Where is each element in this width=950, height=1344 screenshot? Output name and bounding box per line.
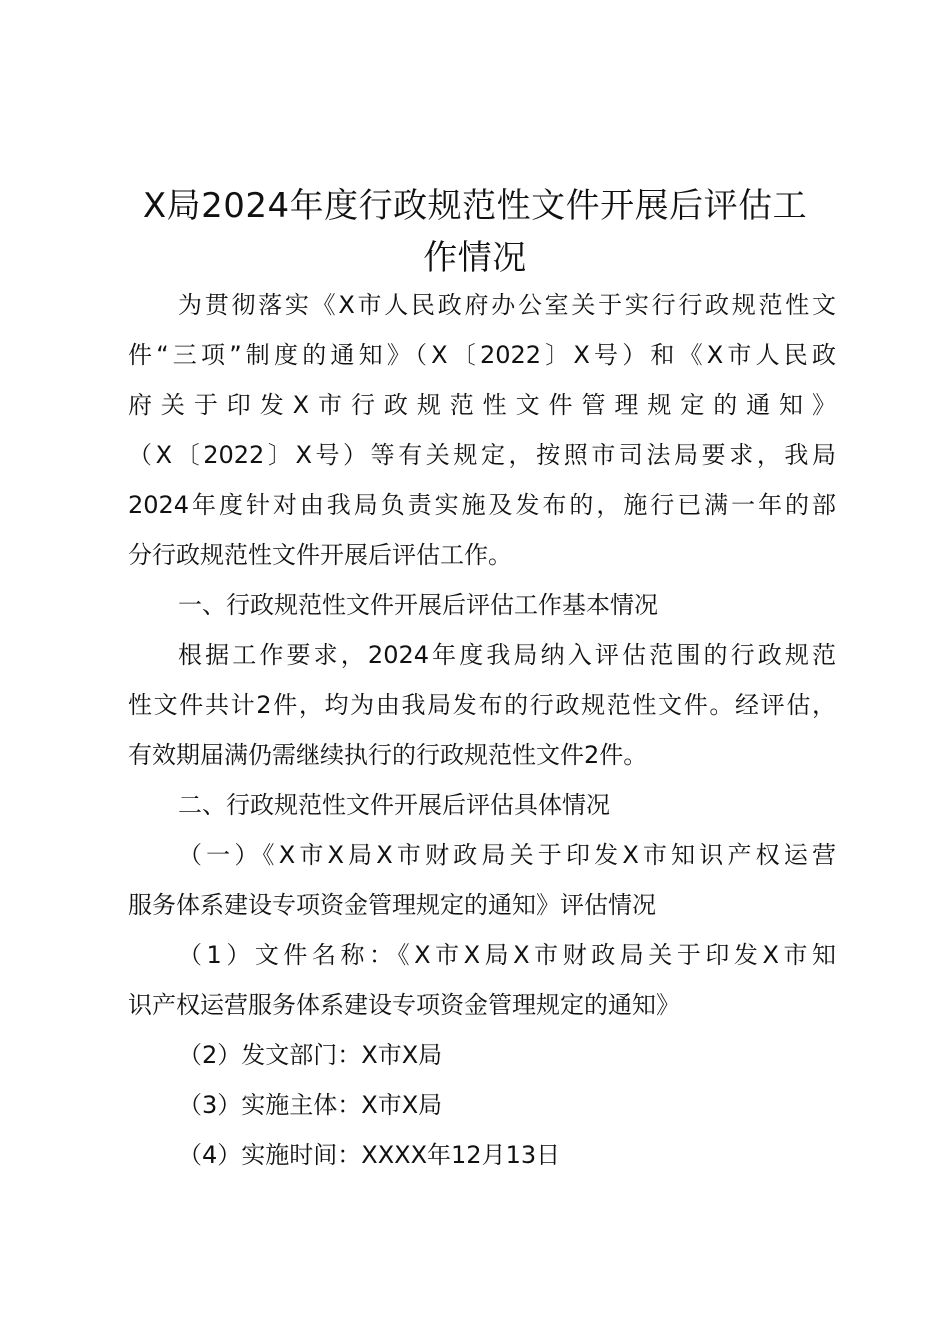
intro-line-5: 2024年度针对由我局负责实施及发布的，施行已满一年的部 — [128, 491, 836, 519]
intro-paragraph — [128, 280, 836, 580]
intro-line-3: 府关于印发X市行政规范性文件管理规定的通知》 — [128, 391, 836, 419]
item-2: （2）发文部门：X市X局 — [178, 1041, 443, 1069]
item-1-line-1: （1）文件名称：《X市X局X市财政局关于印发X市知 — [178, 941, 836, 969]
item-4: （4）实施时间：XXXX年12月13日 — [178, 1141, 561, 1169]
subsection-1-line-2: 服务体系建设专项资金管理规定的通知》评估情况 — [128, 891, 656, 919]
section-2-heading: 二、行政规范性文件开展后评估具体情况 — [178, 791, 610, 819]
item-1-line-2: 识产权运营服务体系建设专项资金管理规定的通知》 — [128, 991, 680, 1019]
section-1-line-2: 性文件共计2件，均为由我局发布的行政规范性文件。经评估， — [128, 691, 836, 719]
section-1 — [128, 580, 836, 780]
document-title — [110, 180, 840, 284]
section-1-line-1: 根据工作要求，2024年度我局纳入评估范围的行政规范 — [178, 641, 836, 669]
title-line-1: X局2024年度行政规范性文件开展后评估工 — [142, 186, 808, 226]
intro-line-1: 为贯彻落实《X市人民政府办公室关于实行行政规范性文 — [178, 291, 836, 319]
intro-line-2: 件“三项”制度的通知》（X〔2022〕X号）和《X市人民政 — [128, 341, 836, 369]
section-1-line-3: 有效期届满仍需继续执行的行政规范性文件2件。 — [128, 741, 648, 769]
title-line-2: 作情况 — [423, 238, 527, 278]
intro-line-6: 分行政规范性文件开展后评估工作。 — [128, 541, 512, 569]
intro-line-4: （X〔2022〕X号）等有关规定，按照市司法局要求，我局 — [128, 441, 836, 469]
item-3: （3）实施主体：X市X局 — [178, 1091, 443, 1119]
section-1-heading: 一、行政规范性文件开展后评估工作基本情况 — [178, 591, 658, 619]
section-2 — [128, 780, 836, 1180]
subsection-1-line-1: （一）《X市X局X市财政局关于印发X市知识产权运营 — [178, 841, 836, 869]
